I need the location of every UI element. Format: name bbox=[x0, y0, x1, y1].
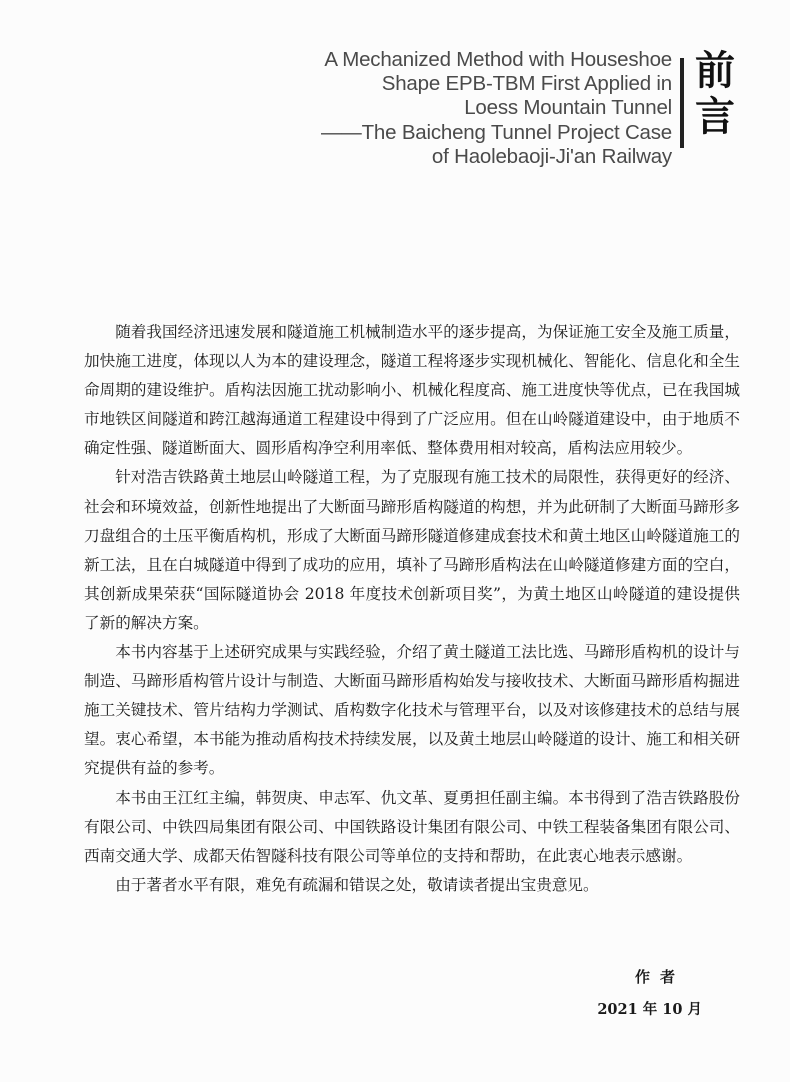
paragraph: 本书由王江红主编，韩贺庚、申志军、仇文革、夏勇担任副主编。本书得到了浩吉铁路股份有限公司、中铁四局集团有限公司、中国铁路设计集团有限公司、中铁工程装备集团有限公司、西南交通大学、成都天佑智隧科技有限公司等单位的支持和帮助，在此衷心地表示感谢。 bbox=[84, 788, 740, 865]
title-divider-bar bbox=[680, 58, 684, 148]
preface-body bbox=[84, 318, 740, 900]
signature-date: 2021 年 10 月 bbox=[597, 1001, 702, 1018]
english-title-line: A Mechanized Method with Houseshoe bbox=[324, 48, 672, 71]
page-title-char: 言 bbox=[695, 94, 735, 140]
english-title-line: Shape EPB-TBM First Applied in bbox=[381, 72, 672, 96]
english-title-line: ——The Baicheng Tunnel Project Case bbox=[321, 120, 672, 144]
english-title-line: of Haolebaoji-Ji'an Railway bbox=[431, 144, 672, 168]
english-title bbox=[272, 48, 672, 169]
page-title-char: 前 bbox=[695, 48, 735, 94]
paragraph: 本书内容基于上述研究成果与实践经验，介绍了黄土隧道工法比选、马蹄形盾构机的设计与制造、马蹄形盾构管片设计与制造、大断面马蹄形盾构始发与接收技术、大断面马蹄形盾构掘进施工关键技术、管片结构力学测试、盾构数字化技术与管理平台，以及对该修建技术的总结与展望。衷心希望，本书能为推动盾构技术持续发展，以及黄土地层山岭隧道的设计、施工和相关研究提供有益的参考。 bbox=[84, 643, 740, 778]
paragraph: 由于著者水平有限，难免有疏漏和错误之处，敬请读者提出宝贵意见。 bbox=[115, 875, 599, 894]
paragraph: 针对浩吉铁路黄土地层山岭隧道工程，为了克服现有施工技术的局限性，获得更好的经济、社会和环境效益，创新性地提出了大断面马蹄形盾构隧道的构想，并为此研制了大断面马蹄形多刀盘组合的土压平衡盾构机，形成了大断面马蹄形隧道修建成套技术和黄土地区山岭隧道施工的新工法，且在白城隧道中得到了成功的应用，填补了马蹄形盾构法在山岭隧道修建方面的空白，其创新成果荣获“国际隧道协会 2018 年度技术创新项目奖”，为黄土地区山岭隧道的建设提供了新的解决方案。 bbox=[84, 468, 740, 632]
signature-author: 作者 bbox=[634, 968, 685, 986]
english-title-line: Loess Mountain Tunnel bbox=[464, 96, 672, 120]
page-title bbox=[692, 48, 738, 140]
paragraph: 随着我国经济迅速发展和隧道施工机械制造水平的逐步提高，为保证施工安全及施工质量，加快施工进度，体现以人为本的建设理念，隧道工程将逐步实现机械化、智能化、信息化和全生命周期的建设维护。盾构法因施工扰动影响小、机械化程度高、施工进度快等优点，已在我国城市地铁区间隧道和跨江越海通道工程建设中得到了广泛应用。但在山岭隧道建设中，由于地质不确定性强、隧道断面大、圆形盾构净空利用率低、整体费用相对较高，盾构法应用较少。 bbox=[84, 323, 740, 458]
